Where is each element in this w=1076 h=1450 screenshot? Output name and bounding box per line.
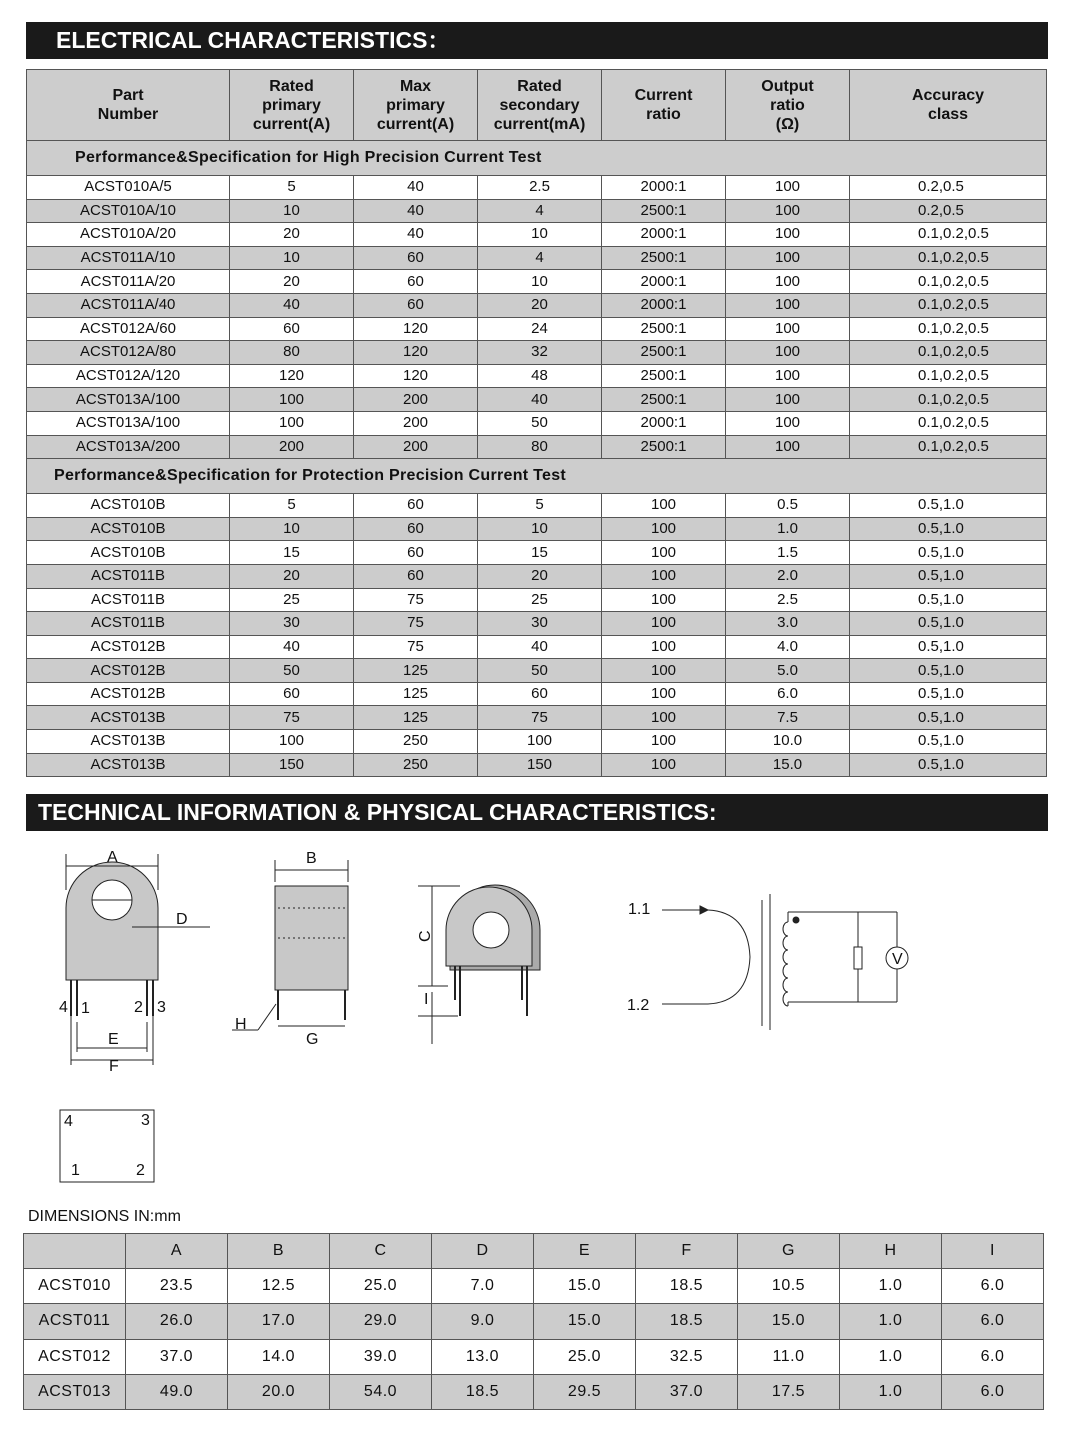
table-cell: 5 xyxy=(478,494,602,518)
table-row xyxy=(27,246,1047,270)
table-row xyxy=(24,1304,1044,1339)
table-cell: 200 xyxy=(354,411,478,435)
table-cell: 80 xyxy=(478,435,602,459)
table-cell: 25 xyxy=(230,588,354,612)
column-header: Rated primary current(A) xyxy=(230,70,354,141)
table-cell: 37.0 xyxy=(636,1374,738,1409)
table-cell: 32 xyxy=(478,341,602,365)
table-cell: 1.0 xyxy=(840,1374,942,1409)
table-cell: 100 xyxy=(726,364,850,388)
table-cell: 75 xyxy=(230,706,354,730)
table-cell: 40 xyxy=(230,293,354,317)
table-row xyxy=(27,223,1047,247)
pin-layout-2: 2 xyxy=(136,1162,145,1179)
table-cell: 100 xyxy=(726,317,850,341)
table-cell: 25 xyxy=(478,588,602,612)
table-cell: ACST010A/20 xyxy=(27,223,230,247)
table-cell: 29.0 xyxy=(330,1304,432,1339)
table-cell: 9.0 xyxy=(432,1304,534,1339)
dim-label-c: C xyxy=(417,930,434,942)
table-cell: 60 xyxy=(230,317,354,341)
table-cell: 60 xyxy=(354,246,478,270)
table-cell: 6.0 xyxy=(726,682,850,706)
table-cell: 18.5 xyxy=(432,1374,534,1409)
table-cell: 60 xyxy=(354,541,478,565)
perspective-view-drawing xyxy=(418,885,540,1044)
table-cell: 0.1,0.2,0.5 xyxy=(850,435,1047,459)
column-header: Rated secondary current(mA) xyxy=(478,70,602,141)
table-cell: 0.2,0.5 xyxy=(850,199,1047,223)
section-title: Performance&Specification for High Precision Current Test xyxy=(27,141,1047,176)
table-cell: 125 xyxy=(354,706,478,730)
column-header: Output ratio (Ω) xyxy=(726,70,850,141)
table-cell: 75 xyxy=(354,612,478,636)
section-title: Performance&Specification for Protection Precision Current Test xyxy=(27,459,1047,494)
table-row xyxy=(27,612,1047,636)
table-cell: 40 xyxy=(230,635,354,659)
table-cell: 10 xyxy=(478,270,602,294)
table-row xyxy=(27,270,1047,294)
table-cell: 32.5 xyxy=(636,1339,738,1374)
table-cell: 100 xyxy=(602,659,726,683)
table-cell: 100 xyxy=(230,411,354,435)
table-cell: 15.0 xyxy=(738,1304,840,1339)
table-cell: ACST011A/10 xyxy=(27,246,230,270)
table-cell: 2.5 xyxy=(478,176,602,200)
table-cell: 2500:1 xyxy=(602,341,726,365)
table-cell: 1.0 xyxy=(840,1339,942,1374)
dimensions-table xyxy=(23,1233,1044,1410)
pin-label-1: 1 xyxy=(81,1000,90,1017)
table-cell: 200 xyxy=(354,435,478,459)
table-row xyxy=(27,199,1047,223)
table-cell: 37.0 xyxy=(126,1339,228,1374)
table-cell: 50 xyxy=(478,659,602,683)
table-cell: 29.5 xyxy=(534,1374,636,1409)
table-cell: 50 xyxy=(478,411,602,435)
table-cell: 0.5,1.0 xyxy=(850,588,1047,612)
column-header: Accuracy class xyxy=(850,70,1047,141)
table-cell: 0.1,0.2,0.5 xyxy=(850,293,1047,317)
table-cell: 100 xyxy=(726,246,850,270)
table-row xyxy=(24,1374,1044,1409)
table-cell: 150 xyxy=(478,753,602,777)
column-header: B xyxy=(228,1234,330,1269)
table-cell: 100 xyxy=(602,753,726,777)
table-row xyxy=(27,753,1047,777)
table-cell: 23.5 xyxy=(126,1269,228,1304)
table-cell: 100 xyxy=(230,730,354,754)
table-cell: 100 xyxy=(726,293,850,317)
table-cell: 6.0 xyxy=(942,1374,1044,1409)
table-row xyxy=(27,659,1047,683)
table-cell: 39.0 xyxy=(330,1339,432,1374)
table-cell: 2500:1 xyxy=(602,388,726,412)
table-cell: 200 xyxy=(354,388,478,412)
table-cell: 7.0 xyxy=(432,1269,534,1304)
pin-layout-1: 1 xyxy=(71,1162,80,1179)
table-cell: 100 xyxy=(726,388,850,412)
table-cell: 1.0 xyxy=(840,1304,942,1339)
table-cell: 150 xyxy=(230,753,354,777)
table-cell: 20 xyxy=(230,564,354,588)
table-cell: 6.0 xyxy=(942,1339,1044,1374)
dim-label-e: E xyxy=(108,1031,119,1048)
table-cell: 125 xyxy=(354,659,478,683)
table-cell: ACST011B xyxy=(27,564,230,588)
table-cell: ACST011B xyxy=(27,588,230,612)
table-cell: 0.5,1.0 xyxy=(850,517,1047,541)
column-header xyxy=(24,1234,126,1269)
table-cell: 75 xyxy=(478,706,602,730)
table-cell: 2000:1 xyxy=(602,270,726,294)
table-header-row xyxy=(27,70,1047,141)
table-cell: ACST013B xyxy=(27,753,230,777)
pin-layout-3: 3 xyxy=(141,1112,150,1129)
table-cell: 0.5 xyxy=(726,494,850,518)
table-cell: 0.5,1.0 xyxy=(850,564,1047,588)
table-cell: 100 xyxy=(602,706,726,730)
table-cell: ACST012 xyxy=(24,1339,126,1374)
table-cell: 12.5 xyxy=(228,1269,330,1304)
table-cell: ACST013B xyxy=(27,730,230,754)
table-cell: 10 xyxy=(478,223,602,247)
table-cell: 100 xyxy=(602,730,726,754)
table-cell: 100 xyxy=(602,635,726,659)
table-cell: 120 xyxy=(354,341,478,365)
column-header: Part Number xyxy=(27,70,230,141)
table-cell: 0.5,1.0 xyxy=(850,730,1047,754)
voltmeter-label: V xyxy=(892,951,903,968)
section-header-row xyxy=(27,141,1047,176)
table-row xyxy=(27,730,1047,754)
table-cell: 0.1,0.2,0.5 xyxy=(850,223,1047,247)
table-cell: 0.2,0.5 xyxy=(850,176,1047,200)
table-cell: 25.0 xyxy=(330,1269,432,1304)
table-cell: 75 xyxy=(354,588,478,612)
table-cell: 2500:1 xyxy=(602,435,726,459)
table-cell: 200 xyxy=(230,435,354,459)
table-row xyxy=(27,435,1047,459)
table-cell: 15.0 xyxy=(726,753,850,777)
column-header: Current ratio xyxy=(602,70,726,141)
table-cell: 0.1,0.2,0.5 xyxy=(850,246,1047,270)
table-cell: 100 xyxy=(602,612,726,636)
column-header: F xyxy=(636,1234,738,1269)
table-cell: 13.0 xyxy=(432,1339,534,1374)
column-header: H xyxy=(840,1234,942,1269)
column-header: E xyxy=(534,1234,636,1269)
table-cell: 1.0 xyxy=(840,1269,942,1304)
table-cell: 2500:1 xyxy=(602,317,726,341)
dim-label-a: A xyxy=(107,849,118,866)
table-cell: 20 xyxy=(478,564,602,588)
table-cell: 40 xyxy=(478,388,602,412)
table-cell: 50 xyxy=(230,659,354,683)
table-cell: 60 xyxy=(354,494,478,518)
table-cell: 15.0 xyxy=(534,1304,636,1339)
table-cell: 6.0 xyxy=(942,1269,1044,1304)
table-cell: 25.0 xyxy=(534,1339,636,1374)
table-cell: 60 xyxy=(230,682,354,706)
table-cell: 15.0 xyxy=(534,1269,636,1304)
pin-label-4: 4 xyxy=(59,999,68,1016)
table-cell: 2000:1 xyxy=(602,411,726,435)
electrical-characteristics-title: ELECTRICAL CHARACTERISTICS： xyxy=(26,22,1048,59)
table-cell: 48 xyxy=(478,364,602,388)
table-cell: ACST010A/5 xyxy=(27,176,230,200)
table-row xyxy=(27,341,1047,365)
table-cell: 18.5 xyxy=(636,1304,738,1339)
table-cell: ACST012A/120 xyxy=(27,364,230,388)
table-cell: 0.5,1.0 xyxy=(850,753,1047,777)
table-cell: 15 xyxy=(230,541,354,565)
table-cell: 30 xyxy=(478,612,602,636)
table-cell: 14.0 xyxy=(228,1339,330,1374)
table-row xyxy=(27,588,1047,612)
table-cell: 100 xyxy=(230,388,354,412)
table-row xyxy=(27,541,1047,565)
table-cell: ACST012B xyxy=(27,682,230,706)
table-cell: ACST010A/10 xyxy=(27,199,230,223)
table-cell: 49.0 xyxy=(126,1374,228,1409)
column-header: Max primary current(A) xyxy=(354,70,478,141)
table-cell: 20 xyxy=(230,223,354,247)
table-cell: 6.0 xyxy=(942,1304,1044,1339)
table-cell: 100 xyxy=(726,435,850,459)
table-cell: 2000:1 xyxy=(602,293,726,317)
table-cell: 60 xyxy=(478,682,602,706)
side-view-drawing xyxy=(232,860,348,1030)
table-cell: 125 xyxy=(354,682,478,706)
table-cell: 0.5,1.0 xyxy=(850,612,1047,636)
table-cell: 5 xyxy=(230,494,354,518)
table-cell: 250 xyxy=(354,730,478,754)
table-cell: 100 xyxy=(726,176,850,200)
table-row xyxy=(27,517,1047,541)
table-cell: 15 xyxy=(478,541,602,565)
table-cell: 4 xyxy=(478,246,602,270)
table-cell: 10.5 xyxy=(738,1269,840,1304)
table-cell: 11.0 xyxy=(738,1339,840,1374)
table-cell: 0.1,0.2,0.5 xyxy=(850,411,1047,435)
dimensions-header-row xyxy=(24,1234,1044,1269)
table-cell: 250 xyxy=(354,753,478,777)
table-row xyxy=(27,564,1047,588)
table-cell: ACST013A/100 xyxy=(27,411,230,435)
table-cell: 60 xyxy=(354,517,478,541)
table-cell: 0.5,1.0 xyxy=(850,541,1047,565)
table-cell: 20 xyxy=(230,270,354,294)
table-row xyxy=(27,635,1047,659)
table-cell: ACST012A/60 xyxy=(27,317,230,341)
table-cell: ACST011 xyxy=(24,1304,126,1339)
table-cell: 10 xyxy=(230,199,354,223)
table-cell: ACST011B xyxy=(27,612,230,636)
table-cell: 26.0 xyxy=(126,1304,228,1339)
table-cell: 40 xyxy=(354,199,478,223)
technical-drawings xyxy=(0,830,1076,1230)
table-cell: 54.0 xyxy=(330,1374,432,1409)
table-cell: 2.5 xyxy=(726,588,850,612)
table-cell: ACST011A/20 xyxy=(27,270,230,294)
table-cell: 100 xyxy=(478,730,602,754)
table-cell: ACST013 xyxy=(24,1374,126,1409)
dim-label-f: F xyxy=(109,1058,119,1075)
table-cell: 10.0 xyxy=(726,730,850,754)
table-row xyxy=(27,317,1047,341)
table-row xyxy=(27,364,1047,388)
table-row xyxy=(27,494,1047,518)
table-row xyxy=(27,411,1047,435)
table-row xyxy=(24,1269,1044,1304)
table-cell: 100 xyxy=(726,341,850,365)
column-header: C xyxy=(330,1234,432,1269)
table-cell: 10 xyxy=(478,517,602,541)
technical-information-title: TECHNICAL INFORMATION & PHYSICAL CHARACTERISTICS: xyxy=(26,794,1048,831)
table-cell: ACST012B xyxy=(27,659,230,683)
table-cell: 100 xyxy=(726,223,850,247)
table-cell: 120 xyxy=(354,317,478,341)
table-cell: 100 xyxy=(602,541,726,565)
table-cell: 1.5 xyxy=(726,541,850,565)
table-cell: 0.5,1.0 xyxy=(850,659,1047,683)
table-cell: 120 xyxy=(354,364,478,388)
table-cell: 24 xyxy=(478,317,602,341)
table-cell: 60 xyxy=(354,564,478,588)
dim-label-h: H xyxy=(235,1016,247,1033)
table-cell: 17.5 xyxy=(738,1374,840,1409)
table-cell: 100 xyxy=(602,564,726,588)
table-cell: 100 xyxy=(602,517,726,541)
table-cell: ACST010 xyxy=(24,1269,126,1304)
table-cell: 100 xyxy=(726,411,850,435)
table-cell: 0.1,0.2,0.5 xyxy=(850,270,1047,294)
table-cell: 60 xyxy=(354,293,478,317)
table-cell: 0.1,0.2,0.5 xyxy=(850,364,1047,388)
dim-label-i: I xyxy=(424,991,429,1008)
table-cell: ACST010B xyxy=(27,541,230,565)
table-cell: 2500:1 xyxy=(602,199,726,223)
input-label-1-2: 1.2 xyxy=(627,997,650,1014)
table-cell: 0.1,0.2,0.5 xyxy=(850,341,1047,365)
table-row xyxy=(27,682,1047,706)
table-cell: 100 xyxy=(602,682,726,706)
wiring-schematic xyxy=(662,894,908,1030)
table-cell: ACST010B xyxy=(27,517,230,541)
table-cell: 2000:1 xyxy=(602,223,726,247)
table-cell: 0.5,1.0 xyxy=(850,494,1047,518)
table-cell: 4 xyxy=(478,199,602,223)
table-cell: ACST010B xyxy=(27,494,230,518)
table-cell: 10 xyxy=(230,246,354,270)
pin-layout-4: 4 xyxy=(64,1113,73,1130)
table-cell: 0.5,1.0 xyxy=(850,635,1047,659)
table-cell: 100 xyxy=(602,494,726,518)
table-cell: 100 xyxy=(726,199,850,223)
table-cell: 0.5,1.0 xyxy=(850,682,1047,706)
section-header-row xyxy=(27,459,1047,494)
column-header: D xyxy=(432,1234,534,1269)
electrical-characteristics-table xyxy=(26,69,1047,777)
table-cell: 18.5 xyxy=(636,1269,738,1304)
table-cell: 0.1,0.2,0.5 xyxy=(850,317,1047,341)
input-label-1-1: 1.1 xyxy=(628,901,651,918)
table-cell: 0.5,1.0 xyxy=(850,706,1047,730)
table-cell: 1.0 xyxy=(726,517,850,541)
column-header: I xyxy=(942,1234,1044,1269)
table-cell: 40 xyxy=(478,635,602,659)
table-cell: ACST013A/100 xyxy=(27,388,230,412)
table-cell: 20 xyxy=(478,293,602,317)
table-cell: 20.0 xyxy=(228,1374,330,1409)
table-cell: 80 xyxy=(230,341,354,365)
table-cell: 30 xyxy=(230,612,354,636)
table-cell: 5.0 xyxy=(726,659,850,683)
table-cell: 5 xyxy=(230,176,354,200)
table-cell: ACST013B xyxy=(27,706,230,730)
table-row xyxy=(27,293,1047,317)
table-cell: 4.0 xyxy=(726,635,850,659)
table-cell: ACST012B xyxy=(27,635,230,659)
column-header: A xyxy=(126,1234,228,1269)
table-cell: 40 xyxy=(354,223,478,247)
table-row xyxy=(27,388,1047,412)
table-cell: 100 xyxy=(602,588,726,612)
front-view-drawing xyxy=(66,854,210,1065)
table-cell: 2000:1 xyxy=(602,176,726,200)
table-cell: 120 xyxy=(230,364,354,388)
pin-label-3: 3 xyxy=(157,999,166,1016)
table-cell: 100 xyxy=(726,270,850,294)
table-cell: 0.1,0.2,0.5 xyxy=(850,388,1047,412)
pin-label-2: 2 xyxy=(134,999,143,1016)
column-header: G xyxy=(738,1234,840,1269)
table-cell: ACST012A/80 xyxy=(27,341,230,365)
table-cell: 3.0 xyxy=(726,612,850,636)
table-cell: 2.0 xyxy=(726,564,850,588)
table-cell: 75 xyxy=(354,635,478,659)
table-cell: 17.0 xyxy=(228,1304,330,1339)
table-cell: ACST013A/200 xyxy=(27,435,230,459)
table-cell: 10 xyxy=(230,517,354,541)
table-cell: 2500:1 xyxy=(602,364,726,388)
dim-label-d: D xyxy=(176,911,188,928)
dim-label-b: B xyxy=(306,850,317,867)
dim-label-g: G xyxy=(306,1031,319,1048)
table-cell: ACST011A/40 xyxy=(27,293,230,317)
table-row xyxy=(27,176,1047,200)
table-cell: 7.5 xyxy=(726,706,850,730)
dimensions-unit-label: DIMENSIONS IN:mm xyxy=(28,1208,181,1225)
table-cell: 40 xyxy=(354,176,478,200)
table-row xyxy=(24,1339,1044,1374)
table-cell: 60 xyxy=(354,270,478,294)
table-row xyxy=(27,706,1047,730)
table-cell: 2500:1 xyxy=(602,246,726,270)
